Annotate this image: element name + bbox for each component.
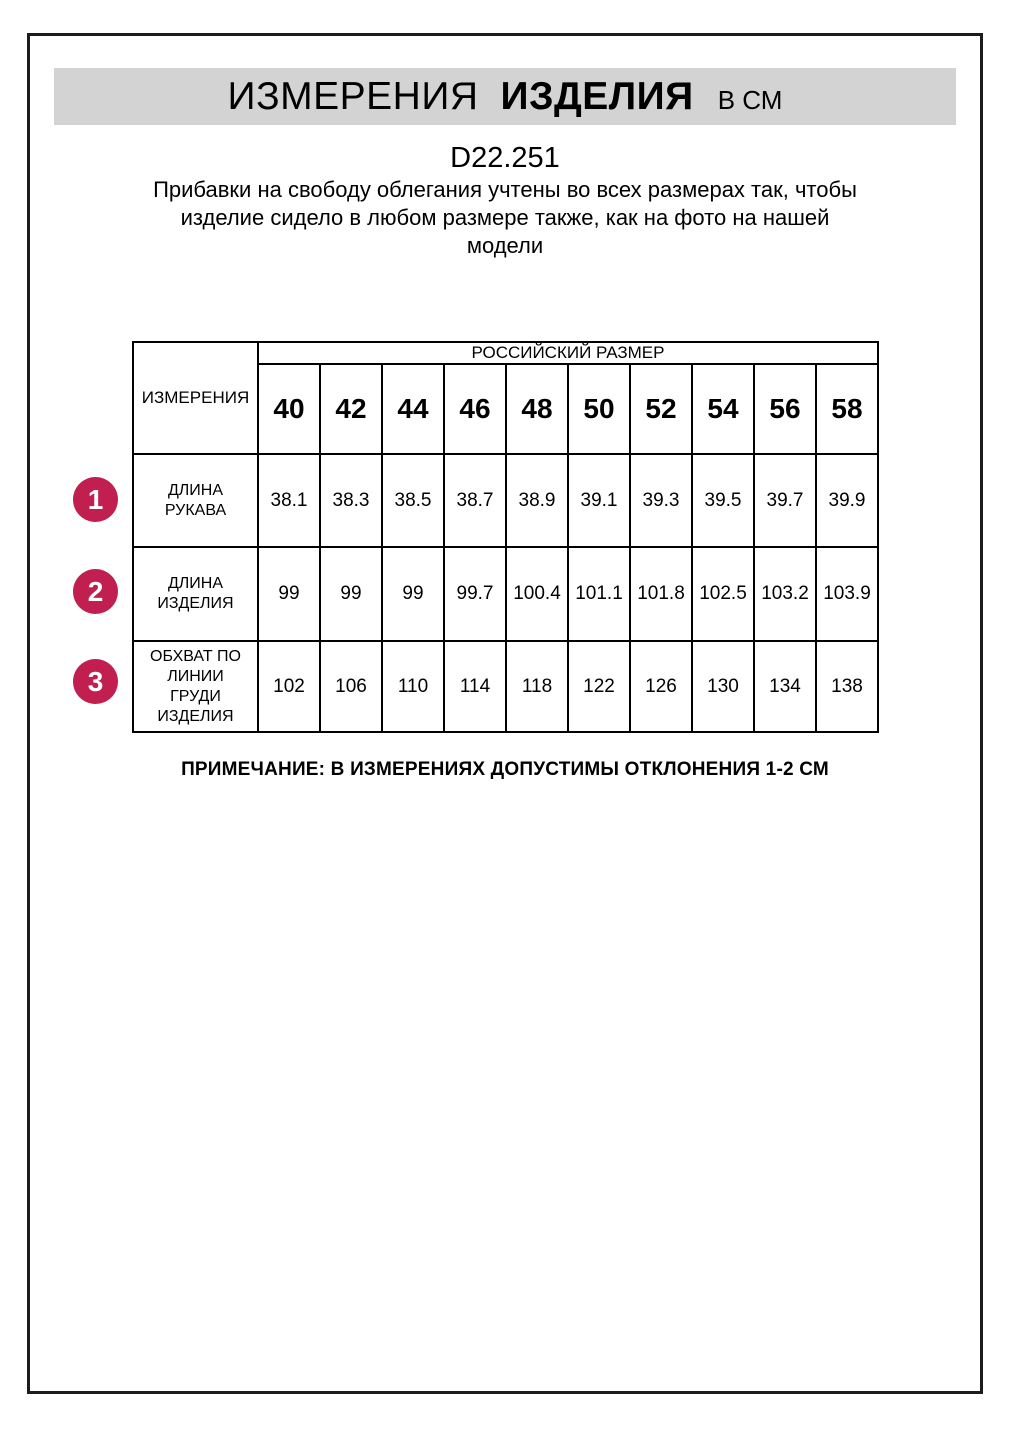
size-header: 56	[754, 364, 816, 454]
table-cell: 38.9	[506, 454, 568, 547]
product-code: D22.251	[450, 142, 560, 174]
measurements-column-header: ИЗМЕРЕНИЯ	[133, 342, 258, 454]
table-cell: 114	[444, 641, 506, 732]
row-label-garment-length	[133, 547, 258, 641]
table-cell: 38.7	[444, 454, 506, 547]
row-label-line: ЛИНИИ	[167, 667, 224, 685]
table-cell: 110	[382, 641, 444, 732]
table-cell: 39.7	[754, 454, 816, 547]
row-label-chest-girth	[133, 641, 258, 732]
row-label-line: РУКАВА	[164, 501, 227, 519]
table-cell: 103.2	[754, 547, 816, 641]
description-line: изделие сидело в любом размере также, как на фото на нашей	[180, 205, 830, 230]
table-cell: 126	[630, 641, 692, 732]
size-header: 42	[320, 364, 382, 454]
table-row	[133, 547, 878, 641]
row-label-line: ИЗДЕЛИЯ	[157, 707, 234, 725]
table-cell: 99	[258, 547, 320, 641]
size-header: 48	[506, 364, 568, 454]
row-label-line: ДЛИНА	[167, 481, 224, 499]
size-header: 58	[816, 364, 878, 454]
table-cell: 39.1	[568, 454, 630, 547]
row-marker-1-badge: 1	[73, 477, 118, 522]
table-cell: 122	[568, 641, 630, 732]
row-label-line: ИЗДЕЛИЯ	[157, 595, 234, 612]
table-cell: 118	[506, 641, 568, 732]
row-marker-2-badge: 2	[73, 569, 118, 614]
table-cell: 39.3	[630, 454, 692, 547]
table-cell: 39.9	[816, 454, 878, 547]
size-header: 50	[568, 364, 630, 454]
page-title-unit: В СМ	[717, 85, 783, 115]
row-label-line: ДЛИНА	[167, 575, 224, 592]
size-header: 40	[258, 364, 320, 454]
table-cell: 103.9	[816, 547, 878, 641]
row-label-line: ГРУДИ	[170, 687, 221, 705]
table-cell: 101.1	[568, 547, 630, 641]
description-line: модели	[466, 233, 544, 258]
table-cell: 130	[692, 641, 754, 732]
table-cell: 134	[754, 641, 816, 732]
russian-size-header: РОССИЙСКИЙ РАЗМЕР	[258, 342, 878, 364]
size-header: 44	[382, 364, 444, 454]
size-header: 54	[692, 364, 754, 454]
table-cell: 100.4	[506, 547, 568, 641]
size-table	[132, 341, 879, 733]
table-group-header-row	[133, 342, 878, 364]
table-cell: 39.5	[692, 454, 754, 547]
page-title-measurements: ИЗМЕРЕНИЯ	[227, 75, 479, 118]
description-line: Прибавки на свободу облегания учтены во всех размерах так, чтобы	[153, 177, 857, 202]
table-cell: 138	[816, 641, 878, 732]
page-title-product: ИЗДЕЛИЯ	[500, 75, 694, 118]
table-cell: 99	[382, 547, 444, 641]
table-cell: 102.5	[692, 547, 754, 641]
table-row	[133, 641, 878, 732]
note-text: ПРИМЕЧАНИЕ: В ИЗМЕРЕНИЯХ ДОПУСТИМЫ ОТКЛОНЕНИЯ 1-2 СМ	[181, 759, 829, 780]
title-banner	[54, 68, 956, 125]
size-header: 46	[444, 364, 506, 454]
row-label-line: ОБХВАТ ПО	[150, 647, 241, 665]
size-header: 52	[630, 364, 692, 454]
table-row	[133, 454, 878, 547]
table-cell: 101.8	[630, 547, 692, 641]
product-description	[27, 176, 983, 260]
table-cell: 106	[320, 641, 382, 732]
table-cell: 99	[320, 547, 382, 641]
table-cell: 99.7	[444, 547, 506, 641]
table-cell: 102	[258, 641, 320, 732]
table-cell: 38.3	[320, 454, 382, 547]
row-marker-3-badge: 3	[73, 659, 118, 704]
row-label-sleeve-length	[133, 454, 258, 547]
table-cell: 38.5	[382, 454, 444, 547]
table-cell: 38.1	[258, 454, 320, 547]
